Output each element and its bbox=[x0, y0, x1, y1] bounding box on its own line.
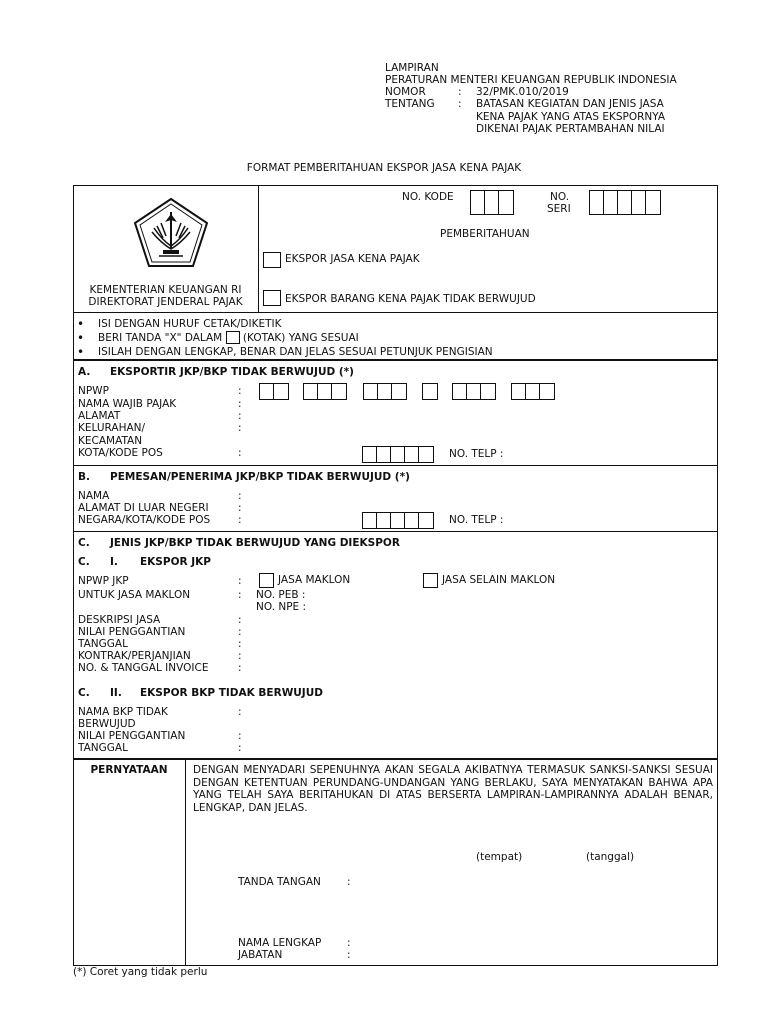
kode-pos-cells-b[interactable] bbox=[362, 512, 434, 529]
instruction-3: • ISILAH DENGAN LENGKAP, BENAR DAN JELAS SESUAI PETUNJUK PENGISIAN bbox=[73, 345, 493, 359]
tanggal-label: (tanggal) bbox=[586, 851, 635, 863]
jasa-maklon-checkbox[interactable] bbox=[259, 573, 274, 588]
field-berwujud: BERWUJUD bbox=[78, 718, 136, 730]
field-nama-wp: NAMA WAJIB PAJAK bbox=[78, 398, 177, 410]
tentang-colon: : bbox=[458, 98, 462, 110]
nomor-label: NOMOR bbox=[385, 86, 426, 98]
nomor-colon: : bbox=[458, 86, 462, 98]
section-a-title: EKSPORTIR JKP/BKP TIDAK BERWUJUD (*) bbox=[110, 366, 354, 378]
nomor-value: 32/PMK.010/2019 bbox=[476, 86, 569, 98]
field-npwp: NPWP bbox=[78, 385, 109, 397]
section-c-title: JENIS JKP/BKP TIDAK BERWUJUD YANG DIEKSPOR bbox=[110, 537, 400, 549]
ekspor-jkp-label: EKSPOR JASA KENA PAJAK bbox=[285, 253, 420, 265]
section-c2-title: EKSPOR BKP TIDAK BERWUJUD bbox=[140, 687, 323, 699]
instruction-2: • BERI TANDA "X" DALAM (KOTAK) YANG SESUAI bbox=[73, 331, 493, 345]
section-c2-num: II. bbox=[110, 687, 122, 699]
nama-lengkap-label: NAMA LENGKAP bbox=[238, 937, 322, 949]
no-peb-label: NO. PEB : bbox=[256, 589, 306, 601]
lampiran-label: LAMPIRAN bbox=[385, 62, 439, 74]
section-b-title: PEMESAN/PENERIMA JKP/BKP TIDAK BERWUJUD (*) bbox=[110, 471, 410, 483]
field-nilai-penggantian: NILAI PENGGANTIAN bbox=[78, 626, 186, 638]
field-invoice: NO. & TANGGAL INVOICE bbox=[78, 662, 209, 674]
footnote: (*) Coret yang tidak perlu bbox=[73, 966, 208, 978]
npwp-cells-4[interactable] bbox=[422, 383, 438, 400]
tempat-label: (tempat) bbox=[476, 851, 523, 863]
telp-label-a: NO. TELP : bbox=[449, 448, 504, 460]
npwp-cells-6[interactable] bbox=[511, 383, 555, 400]
jasa-selain-maklon-checkbox[interactable] bbox=[423, 573, 438, 588]
instructions-list bbox=[73, 317, 493, 359]
field-alamat-ln: ALAMAT DI LUAR NEGERI bbox=[78, 502, 209, 514]
field-negara: NEGARA/KOTA/KODE POS bbox=[78, 514, 211, 526]
field-npwp-jkp: NPWP JKP bbox=[78, 575, 129, 587]
ekspor-jkp-checkbox[interactable] bbox=[263, 252, 281, 268]
no-seri-label-1: NO. bbox=[550, 191, 570, 203]
no-seri-label-2: SERI bbox=[547, 203, 571, 215]
telp-label-b: NO. TELP : bbox=[449, 514, 504, 526]
field-deskripsi-jasa: DESKRIPSI JASA bbox=[78, 614, 161, 626]
field-tanggal-bkp: TANGGAL bbox=[78, 742, 128, 754]
field-nama-bkp: NAMA BKP TIDAK bbox=[78, 706, 168, 718]
tentang-line-3: DIKENAI PAJAK PERTAMBAHAN NILAI bbox=[476, 123, 665, 135]
tentang-line-2: KENA PAJAK YANG ATAS EKSPORNYA bbox=[476, 111, 666, 123]
field-kontrak: KONTRAK/PERJANJIAN bbox=[78, 650, 191, 662]
field-nama: NAMA bbox=[78, 490, 110, 502]
npwp-cells-3[interactable] bbox=[363, 383, 407, 400]
jasa-selain-maklon-label: JASA SELAIN MAKLON bbox=[442, 574, 556, 586]
field-kelurahan: KELURAHAN/ bbox=[78, 422, 146, 434]
field-kota-kode-pos: KOTA/KODE POS bbox=[78, 447, 163, 459]
pemberitahuan-label: PEMBERITAHUAN bbox=[440, 228, 530, 240]
tentang-line-1: BATASAN KEGIATAN DAN JENIS JASA bbox=[476, 98, 664, 110]
ekspor-bkp-checkbox[interactable] bbox=[263, 290, 281, 306]
field-nilai-penggantian-bkp: NILAI PENGGANTIAN bbox=[78, 730, 186, 742]
tentang-label: TENTANG bbox=[385, 98, 435, 110]
pernyataan-text: DENGAN MENYADARI SEPENUHNYA AKAN SEGALA AKIBATNYA TERMASUK SANKSI-SANKSI SESUAI DENGAN KETENTUAN PERUNDANG-UNDANGAN YANG BERLAKU, SAYA MENYATAKAN BAHWA APA YANG TELAH SAYA BERITAHUKAN DI ATAS BERSERTA LAMPIRAN-LAMPIRANNYA ADALAH BENAR, LENGKAP, DAN JELAS. bbox=[193, 764, 713, 814]
no-kode-label: NO. KODE bbox=[402, 191, 454, 203]
section-c1-num: I. bbox=[110, 556, 118, 568]
pernyataan-label: PERNYATAAN bbox=[90, 764, 168, 776]
field-untuk-maklon: UNTUK JASA MAKLON bbox=[78, 589, 191, 601]
section-b-letter: B. bbox=[78, 471, 90, 483]
field-alamat: ALAMAT bbox=[78, 410, 121, 422]
agency-name: KEMENTERIAN KEUANGAN RI bbox=[89, 284, 242, 296]
no-npe-label: NO. NPE : bbox=[256, 601, 307, 613]
kemenkeu-emblem-icon bbox=[132, 196, 210, 270]
npwp-cells-1[interactable] bbox=[259, 383, 289, 400]
field-kecamatan: KECAMATAN bbox=[78, 435, 143, 447]
tanda-tangan-label: TANDA TANGAN bbox=[238, 876, 321, 888]
ekspor-bkp-label: EKSPOR BARANG KENA PAJAK TIDAK BERWUJUD bbox=[285, 293, 536, 305]
section-c2-letter: C. bbox=[78, 687, 90, 699]
instruction-1: • ISI DENGAN HURUF CETAK/DIKETIK bbox=[73, 317, 493, 331]
peraturan-title: PERATURAN MENTERI KEUANGAN REPUBLIK INDONESIA bbox=[385, 74, 677, 86]
npwp-cells-5[interactable] bbox=[452, 383, 496, 400]
section-a-letter: A. bbox=[78, 366, 91, 378]
no-seri-field[interactable] bbox=[589, 190, 661, 215]
section-c1-title: EKSPOR JKP bbox=[140, 556, 211, 568]
example-box-icon bbox=[226, 331, 240, 344]
agency-directorate: DIREKTORAT JENDERAL PAJAK bbox=[88, 296, 243, 308]
form-title: FORMAT PEMBERITAHUAN EKSPOR JASA KENA PAJAK bbox=[246, 162, 522, 174]
section-c1-letter: C. bbox=[78, 556, 90, 568]
jasa-maklon-label: JASA MAKLON bbox=[278, 574, 351, 586]
field-tanggal: TANGGAL bbox=[78, 638, 128, 650]
section-c-letter: C. bbox=[78, 537, 90, 549]
no-kode-field[interactable] bbox=[470, 190, 514, 215]
jabatan-label: JABATAN bbox=[238, 949, 283, 961]
kode-pos-cells-a[interactable] bbox=[362, 446, 434, 463]
npwp-cells-2[interactable] bbox=[303, 383, 347, 400]
